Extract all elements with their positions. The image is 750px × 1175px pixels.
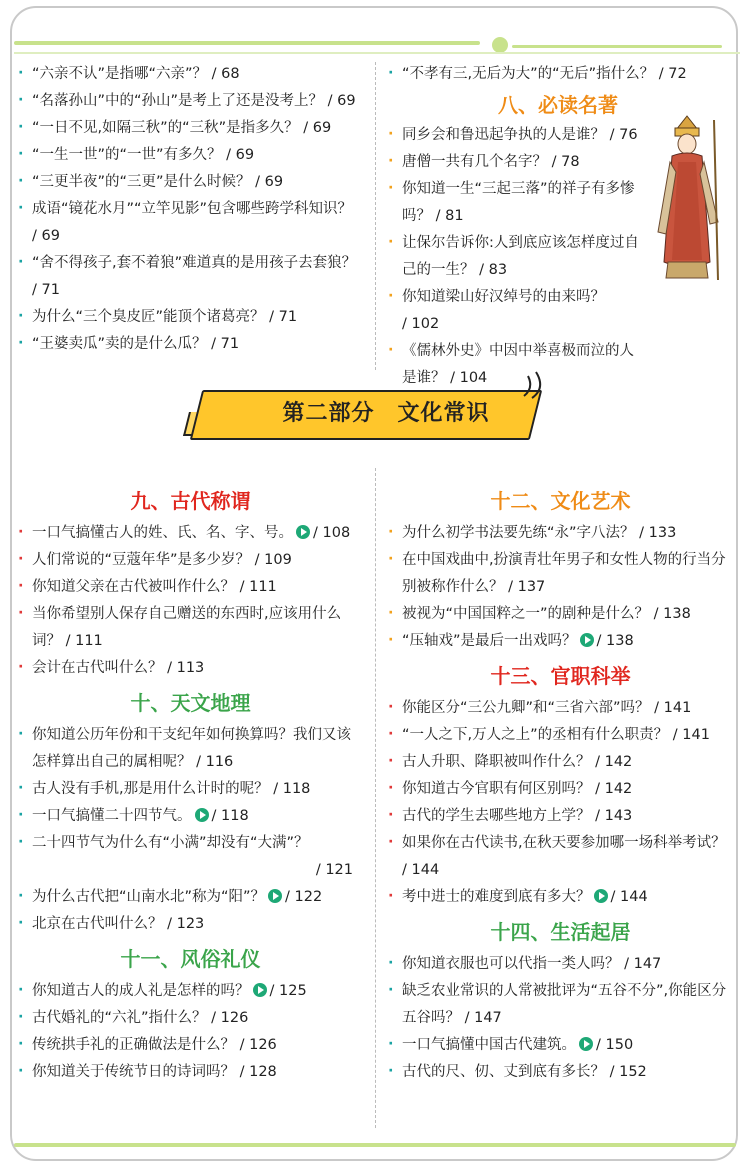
bullet-dot: · [18, 335, 24, 351]
toc-entry[interactable] [18, 722, 363, 776]
toc-entry-text: 《儒林外史》中因中举喜极而泣的人是谁？ [402, 343, 634, 386]
bottom-decor-line [14, 1143, 736, 1147]
toc-entry[interactable] [18, 1005, 363, 1032]
toc-entry[interactable] [388, 230, 643, 284]
bullet-dot: · [388, 342, 394, 358]
page-number: / 69 [255, 174, 284, 190]
toc-entry-text: 北京在古代叫什么？ [32, 916, 163, 932]
page-number: / 68 [211, 66, 240, 82]
bullet-dot: · [388, 699, 394, 715]
bullet-dot: · [18, 1036, 24, 1052]
toc-entry[interactable] [388, 978, 733, 1032]
page-number: / 102 [402, 316, 440, 332]
toc-entry-text: 会计在古代叫什么？ [32, 660, 163, 676]
toc-entry[interactable] [18, 547, 363, 574]
toc-entry[interactable] [388, 749, 733, 776]
toc-entry[interactable] [388, 1059, 733, 1086]
page-number: / 150 [596, 1037, 634, 1053]
bullet-dot: · [18, 780, 24, 796]
section-title: 十四、生活起居 [490, 920, 631, 944]
page-number: / 71 [269, 309, 298, 325]
toc-entry[interactable] [18, 1059, 363, 1086]
toc-entry[interactable] [18, 250, 363, 304]
page-number: / 147 [624, 956, 662, 972]
toc-entry-text: 二十四节气为什么有“小满”却没有“大满”？ [32, 835, 309, 851]
toc-entry[interactable] [18, 331, 363, 358]
bullet-dot: · [18, 834, 24, 850]
bullet-dot: · [18, 1009, 24, 1025]
bullet-dot: · [388, 834, 394, 850]
toc-entry-text: “压轴戏”是最后一出戏吗？ [402, 633, 577, 649]
page-number: / 141 [654, 700, 692, 716]
bullet-dot: · [18, 119, 24, 135]
page-number: / 69 [327, 93, 356, 109]
page-number: / 147 [464, 1010, 502, 1026]
toc-entry-text: 你知道古人的成人礼是怎样的吗？ [32, 983, 250, 999]
toc-entry[interactable] [18, 142, 363, 169]
page-number: / 133 [639, 525, 677, 541]
toc-entry[interactable] [18, 169, 363, 196]
page-number: / 109 [254, 552, 292, 568]
page-number: / 138 [596, 633, 634, 649]
toc-entry[interactable] [388, 284, 643, 338]
page-number: / 69 [32, 228, 60, 244]
column-divider-top [375, 62, 376, 370]
toc-entry-text: 一口气搞懂二十四节气。 [32, 808, 192, 824]
toc-entry-text: 你知道古今官职有何区别吗？ [402, 781, 591, 797]
play-video-icon[interactable] [579, 1037, 593, 1051]
bullet-dot: · [388, 524, 394, 540]
toc-entry[interactable] [18, 911, 363, 938]
toc-entry-text: 缺乏农业常识的人常被批评为“五谷不分”,你能区分五谷吗？ [402, 983, 727, 1026]
bullet-dot: · [388, 780, 394, 796]
bullet-dot: · [388, 955, 394, 971]
bullet-dot: · [18, 1063, 24, 1079]
toc-entry[interactable] [18, 978, 363, 1005]
page-number: / 138 [653, 606, 691, 622]
toc-entry[interactable] [388, 776, 733, 803]
toc-bottom-left [18, 480, 363, 1086]
bullet-dot: · [388, 234, 394, 250]
bullet-dot: · [18, 173, 24, 189]
bullet-dot: · [18, 551, 24, 567]
part-two-title: 第二部分 文化常识 [282, 401, 490, 426]
page-number: / 71 [211, 336, 240, 352]
toc-entry[interactable] [18, 196, 363, 250]
toc-entry-text: 在中国戏曲中,扮演青壮年男子和女性人物的行当分别被称作什么？ [402, 552, 726, 595]
classics-list [388, 122, 643, 392]
page-number: / 76 [609, 127, 638, 143]
toc-entry[interactable] [388, 628, 733, 655]
toc-entry[interactable] [388, 1032, 733, 1059]
toc-entry[interactable] [388, 122, 643, 149]
toc-entry-text: 你知道梁山好汉绰号的由来吗？ [402, 289, 605, 305]
page-number: / 125 [269, 983, 307, 999]
toc-entry[interactable]: · “不孝有三,无后为大”的“无后”指什么？ / 72 [388, 65, 687, 82]
bullet-dot: · [388, 888, 394, 904]
page-number: / 81 [435, 208, 464, 224]
toc-entry-text: “六亲不认”是指哪“六亲”？ [32, 66, 208, 82]
toc-entry[interactable] [388, 803, 733, 830]
bullet-dot: · [18, 200, 24, 216]
top-decor-dot [492, 37, 508, 53]
toc-entry[interactable] [388, 338, 643, 392]
toc-entry-text: 为什么“三个臭皮匠”能顶个诸葛亮？ [32, 309, 265, 325]
page-number: / 104 [450, 370, 488, 386]
play-video-icon[interactable] [253, 983, 267, 997]
toc-entry[interactable] [18, 304, 363, 331]
toc-entry[interactable] [388, 547, 733, 601]
toc-entry-text: 你知道衣服也可以代指一类人吗？ [402, 956, 620, 972]
section-title: 十、天文地理 [130, 691, 251, 715]
page-number: / 137 [508, 579, 546, 595]
toc-entry-text: “一生一世”的“一世”有多久？ [32, 147, 222, 163]
toc-entry-text: 你知道公历年份和干支纪年如何换算吗？我们又该怎样算出自己的属相呢？ [32, 727, 351, 770]
toc-entry[interactable] [388, 884, 733, 911]
toc-entry-text: 古人没有手机,那是用什么计时的呢？ [32, 781, 269, 797]
toc-entry-text: 同乡会和鲁迅起争执的人是谁？ [402, 127, 605, 143]
toc-entry[interactable] [18, 574, 363, 601]
bullet-dot: · [18, 659, 24, 675]
toc-entry-text: 你知道关于传统节日的诗词吗？ [32, 1064, 235, 1080]
page-number: / 144 [610, 889, 648, 905]
toc-entry-text: 如果你在古代读书,在秋天要参加哪一场科举考试？ [402, 835, 726, 851]
toc-entry-text: “三更半夜”的“三更”是什么时候？ [32, 174, 251, 190]
bullet-dot: · [18, 308, 24, 324]
toc-entry-text: 考中进士的难度到底有多大？ [402, 889, 591, 905]
page-number: / 118 [211, 808, 249, 824]
page-number: / 69 [303, 120, 332, 136]
toc-entry-text: 你知道父亲在古代被叫作什么？ [32, 579, 235, 595]
bullet-dot: · [18, 146, 24, 162]
signal-waves-icon [520, 370, 550, 400]
bullet-dot: · [388, 126, 394, 142]
toc-entry-text: 一口气搞懂古人的姓、氏、名、字、号。 [32, 525, 293, 541]
bullet-dot: · [388, 288, 394, 304]
toc-entry-text: “名落孙山”中的“孙山”是考上了还是没考上？ [32, 93, 324, 109]
toc-entry-text: 让保尔告诉你:人到底应该怎样度过自己的一生？ [402, 235, 639, 278]
section-title: 十一、风俗礼仪 [120, 947, 261, 971]
bullet-dot: · [388, 1063, 394, 1079]
toc-entry[interactable] [18, 88, 363, 115]
bullet-dot: · [18, 982, 24, 998]
monk-illustration-icon [648, 112, 726, 284]
toc-entry-text: 被视为“中国国粹之一”的剧种是什么？ [402, 606, 650, 622]
bullet-dot: · [388, 982, 394, 998]
page-number: / 126 [239, 1037, 277, 1053]
toc-entry-text: 为什么初学书法要先练“永”字八法？ [402, 525, 635, 541]
toc-top-left [18, 61, 363, 358]
play-video-icon[interactable] [594, 889, 608, 903]
bullet-dot: · [388, 180, 394, 196]
bullet-dot: · [388, 807, 394, 823]
toc-entry[interactable] [388, 176, 643, 230]
bullet-dot: · [18, 807, 24, 823]
toc-entry[interactable] [18, 115, 363, 142]
play-video-icon[interactable] [268, 889, 282, 903]
toc-entry-text: 古代婚礼的“六礼”指什么？ [32, 1010, 207, 1026]
toc-entry-text: “王婆卖瓜”卖的是什么瓜？ [32, 336, 207, 352]
bullet-dot: · [388, 1036, 394, 1052]
page-number: / 113 [167, 660, 205, 676]
toc-entry[interactable] [18, 520, 363, 547]
toc-entry[interactable] [18, 803, 363, 830]
toc-entry[interactable] [388, 722, 733, 749]
page-number: / 144 [402, 862, 440, 878]
toc-entry[interactable] [388, 149, 643, 176]
page-number: / 122 [285, 889, 323, 905]
toc-entry-text: 古代的尺、仞、丈到底有多长？ [402, 1064, 605, 1080]
section-title: 十二、文化艺术 [490, 489, 631, 513]
toc-entry-text: 你能区分“三公九卿”和“三省六部”吗？ [402, 700, 650, 716]
toc-entry[interactable] [18, 776, 363, 803]
page-number: / 69 [226, 147, 255, 163]
toc-entry-text: 古代的学生去哪些地方上学？ [402, 808, 591, 824]
column-divider-bottom [375, 468, 376, 1128]
toc-entry[interactable] [388, 830, 733, 884]
toc-entry-text: 成语“镜花水月”“立竿见影”包含哪些跨学科知识？ [32, 201, 353, 217]
toc-bottom-right [388, 480, 733, 1086]
page-number: / 123 [167, 916, 205, 932]
page-number: / 128 [239, 1064, 277, 1080]
bullet-dot: · [18, 92, 24, 108]
bullet-dot: · [388, 632, 394, 648]
toc-entry[interactable] [18, 601, 363, 655]
toc-entry[interactable] [388, 520, 733, 547]
page-number: / 118 [273, 781, 311, 797]
play-video-icon[interactable] [195, 808, 209, 822]
toc-entry-text: 为什么古代把“山南水北”称为“阳”？ [32, 889, 266, 905]
page-number: / 142 [595, 754, 633, 770]
top-decor-line [14, 41, 480, 45]
bullet-dot: · [388, 726, 394, 742]
bullet-dot: · [388, 753, 394, 769]
part-two-banner [186, 386, 552, 442]
toc-entry[interactable] [18, 884, 363, 911]
toc-entry[interactable] [388, 951, 733, 978]
toc-entry-text: 一口气搞懂中国古代建筑。 [402, 1037, 576, 1053]
page-number: / 111 [239, 579, 277, 595]
toc-entry[interactable] [388, 601, 733, 628]
bullet-dot: · [388, 551, 394, 567]
toc-entry[interactable] [18, 61, 363, 88]
toc-entry-text: 你知道一生“三起三落”的祥子有多惨吗？ [402, 181, 635, 224]
toc-entry-text: “一日不见,如隔三秋”的“三秋”是指多久？ [32, 120, 299, 136]
page-number: / 71 [32, 282, 60, 298]
bullet-dot: · [18, 578, 24, 594]
page-number: / 126 [211, 1010, 249, 1026]
toc-entry-text: 当你希望别人保存自己赠送的东西时,应该用什么词？ [32, 606, 342, 649]
toc-entry-text: 古人升职、降职被叫作什么？ [402, 754, 591, 770]
bullet-dot: · [388, 153, 394, 169]
page-number: / 116 [196, 754, 234, 770]
toc-entry-text: 唐僧一共有几个名字？ [402, 154, 547, 170]
section-title: 十三、官职科举 [490, 664, 631, 688]
top-separator [14, 52, 740, 54]
bullet-dot: · [18, 605, 24, 621]
page-number: / 143 [595, 808, 633, 824]
page-number: / 152 [609, 1064, 647, 1080]
toc-entry-text: 人们常说的“豆蔻年华”是多少岁？ [32, 552, 251, 568]
bullet-dot: · [18, 726, 24, 742]
play-video-icon[interactable] [580, 633, 594, 647]
play-video-icon[interactable] [296, 525, 310, 539]
bullet-dot: · [18, 254, 24, 270]
toc-entry-text: 传统拱手礼的正确做法是什么？ [32, 1037, 235, 1053]
bullet-dot: · [388, 605, 394, 621]
bullet-dot: · [18, 65, 24, 81]
toc-entry[interactable] [388, 695, 733, 722]
bullet-dot: · [18, 915, 24, 931]
section-title: 九、古代称谓 [130, 489, 251, 513]
toc-entry[interactable] [18, 830, 363, 857]
toc-entry-text: “一人之下,万人之上”的丞相有什么职责？ [402, 727, 669, 743]
page-number: / 111 [65, 633, 103, 649]
page-number: / 78 [551, 154, 580, 170]
page-number: / 121 [315, 862, 353, 878]
toc-entry-text: “舍不得孩子,套不着狼”难道真的是用孩子去套狼？ [32, 255, 357, 271]
page-number: / 83 [479, 262, 508, 278]
toc-entry[interactable] [18, 1032, 363, 1059]
bullet-dot: · [18, 888, 24, 904]
section-title-classics: 八、必读名著 [498, 93, 618, 117]
top-decor-line-right [512, 45, 722, 48]
page-number: / 141 [672, 727, 710, 743]
page-number: / 108 [313, 525, 351, 541]
page-number: / 142 [595, 781, 633, 797]
bullet-dot: · [18, 524, 24, 540]
toc-entry[interactable] [18, 655, 363, 682]
